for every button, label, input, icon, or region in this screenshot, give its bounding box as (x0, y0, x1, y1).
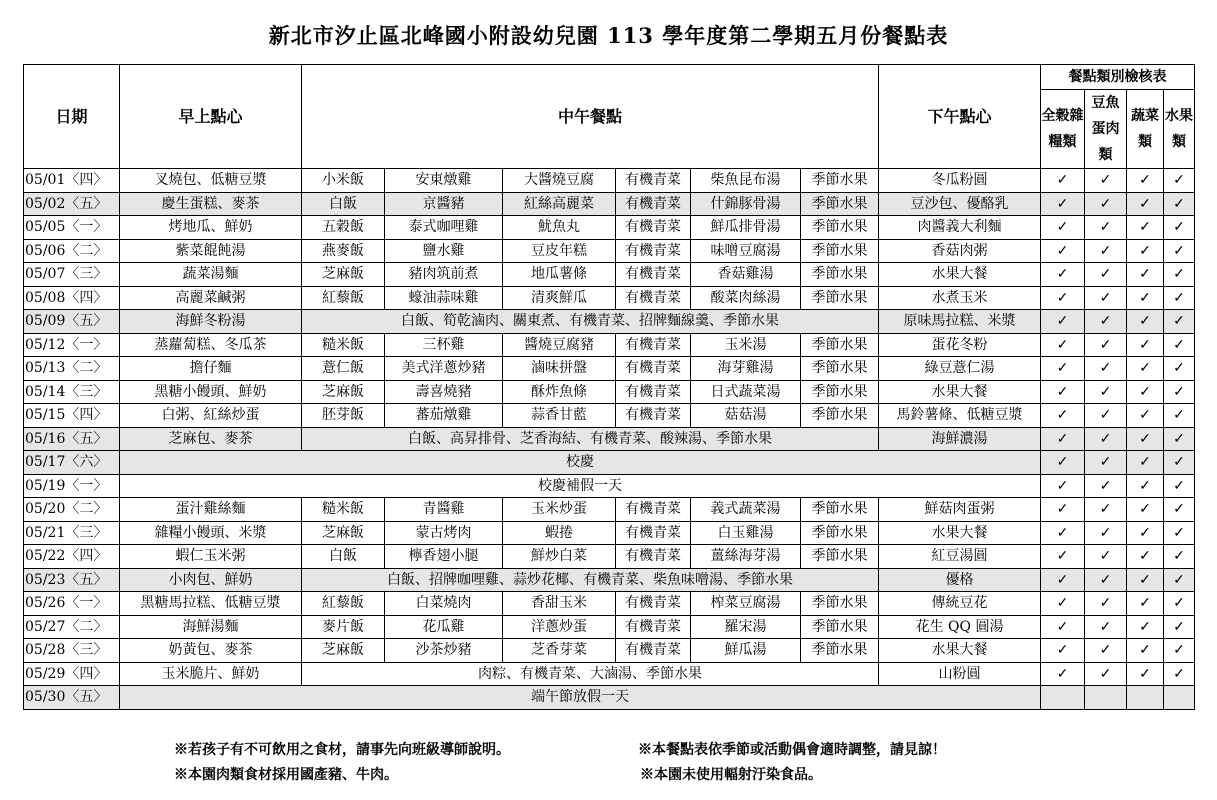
date-cell: 05/27〈二〉 (24, 615, 120, 639)
date-cell: 05/15〈四〉 (24, 404, 120, 428)
lunch-staple-cell: 糙米飯 (302, 333, 385, 357)
check-cell: ✓ (1041, 169, 1085, 193)
table-row (24, 310, 1195, 334)
morning-snack-cell: 黑糖小饅頭、鮮奶 (120, 380, 302, 404)
check-cell: ✓ (1127, 451, 1164, 475)
table-row (24, 357, 1195, 381)
lunch-side-cell: 鮮炒白菜 (503, 545, 616, 569)
table-row (24, 615, 1195, 639)
lunch-fruit-cell: 季節水果 (801, 263, 879, 287)
lunch-fruit-cell: 季節水果 (801, 521, 879, 545)
morning-snack-cell: 小肉包、鮮奶 (120, 568, 302, 592)
date-cell: 05/16〈五〉 (24, 427, 120, 451)
afternoon-snack-cell: 山粉圓 (879, 662, 1041, 686)
lunch-side-cell: 酥炸魚條 (503, 380, 616, 404)
lunch-staple-cell: 燕麥飯 (302, 239, 385, 263)
check-cell: ✓ (1164, 310, 1195, 334)
check-cell: ✓ (1041, 568, 1085, 592)
afternoon-snack-cell: 優格 (879, 568, 1041, 592)
check-cell: ✓ (1127, 239, 1164, 263)
date-cell: 05/21〈三〉 (24, 521, 120, 545)
table-row (24, 380, 1195, 404)
lunch-fruit-cell: 季節水果 (801, 592, 879, 616)
lunch-staple-cell: 芝麻飯 (302, 263, 385, 287)
lunch-side-cell: 地瓜薯條 (503, 263, 616, 287)
date-cell: 05/28〈三〉 (24, 639, 120, 663)
check-cell: ✓ (1085, 333, 1127, 357)
lunch-side-cell: 魷魚丸 (503, 216, 616, 240)
check-cell: ✓ (1085, 545, 1127, 569)
note-adjust: ※本餐點表依季節或活動偶會適時調整，請見諒！ (638, 742, 946, 758)
check-cell: ✓ (1164, 451, 1195, 475)
check-cell: ✓ (1085, 310, 1127, 334)
check-cell: ✓ (1041, 498, 1085, 522)
table-row (24, 216, 1195, 240)
lunch-merged-cell: 白飯、筍乾滷肉、關東煮、有機青菜、招牌麵線羹、季節水果 (302, 310, 879, 334)
table-row (24, 498, 1195, 522)
lunch-staple-cell: 薏仁飯 (302, 357, 385, 381)
check-cell: ✓ (1085, 192, 1127, 216)
afternoon-snack-cell: 馬鈴薯條、低糖豆漿 (879, 404, 1041, 428)
lunch-main-cell: 檸香翅小腿 (385, 545, 503, 569)
check-cell: ✓ (1085, 239, 1127, 263)
table-row (24, 662, 1195, 686)
check-cell: ✓ (1041, 357, 1085, 381)
lunch-soup-cell: 菇菇湯 (691, 404, 801, 428)
check-cell: ✓ (1041, 192, 1085, 216)
check-cell: ✓ (1085, 169, 1127, 193)
table-row (24, 474, 1195, 498)
check-cell: ✓ (1164, 263, 1195, 287)
afternoon-snack-cell: 海鮮濃湯 (879, 427, 1041, 451)
lunch-fruit-cell: 季節水果 (801, 545, 879, 569)
menu-body (24, 169, 1195, 710)
check-cell: ✓ (1041, 545, 1085, 569)
check-cell: ✓ (1164, 615, 1195, 639)
table-row (24, 592, 1195, 616)
date-cell: 05/19〈一〉 (24, 474, 120, 498)
morning-snack-cell: 海鮮湯麵 (120, 615, 302, 639)
check-cell: ✓ (1164, 192, 1195, 216)
check-cell: ✓ (1085, 427, 1127, 451)
check-cell: ✓ (1085, 639, 1127, 663)
afternoon-snack-cell: 原味馬拉糕、米漿 (879, 310, 1041, 334)
lunch-fruit-cell: 季節水果 (801, 357, 879, 381)
lunch-side-cell: 洋蔥炒蛋 (503, 615, 616, 639)
lunch-main-cell: 蠔油蒜味雞 (385, 286, 503, 310)
lunch-soup-cell: 白玉雞湯 (691, 521, 801, 545)
lunch-soup-cell: 日式蔬菜湯 (691, 380, 801, 404)
morning-snack-cell: 雜糧小饅頭、米漿 (120, 521, 302, 545)
check-cell: ✓ (1164, 639, 1195, 663)
lunch-soup-cell: 味噌豆腐湯 (691, 239, 801, 263)
check-cell: ✓ (1085, 404, 1127, 428)
morning-snack-cell: 奶黃包、麥茶 (120, 639, 302, 663)
check-cell: ✓ (1127, 521, 1164, 545)
check-cell: ✓ (1127, 333, 1164, 357)
check-cell: ✓ (1127, 498, 1164, 522)
morning-snack-cell: 玉米脆片、鮮奶 (120, 662, 302, 686)
table-row (24, 239, 1195, 263)
lunch-main-cell: 安東燉雞 (385, 169, 503, 193)
afternoon-snack-header: 下午點心 (879, 65, 1041, 169)
lunch-fruit-cell: 季節水果 (801, 239, 879, 263)
lunch-side-cell: 清爽鮮瓜 (503, 286, 616, 310)
check-cell: ✓ (1127, 474, 1164, 498)
lunch-side-cell: 蝦捲 (503, 521, 616, 545)
check-table-header: 餐點類別檢核表 (1041, 65, 1195, 90)
check-cell: ✓ (1041, 239, 1085, 263)
lunch-fruit-cell: 季節水果 (801, 380, 879, 404)
merged-cell: 校慶補假一天 (120, 474, 1041, 498)
morning-snack-cell: 蔬菜湯麵 (120, 263, 302, 287)
afternoon-snack-cell: 鮮菇肉蛋粥 (879, 498, 1041, 522)
check-cell: ✓ (1164, 498, 1195, 522)
check-cell: ✓ (1085, 592, 1127, 616)
table-row (24, 545, 1195, 569)
table-row (24, 192, 1195, 216)
lunch-vegetable-cell: 有機青菜 (616, 357, 691, 381)
check-cell: ✓ (1127, 615, 1164, 639)
date-cell: 05/30〈五〉 (24, 686, 120, 710)
morning-snack-cell: 芝麻包、麥茶 (120, 427, 302, 451)
afternoon-snack-cell: 綠豆薏仁湯 (879, 357, 1041, 381)
lunch-soup-cell: 酸菜肉絲湯 (691, 286, 801, 310)
lunch-staple-cell: 紅藜飯 (302, 286, 385, 310)
lunch-vegetable-cell: 有機青菜 (616, 615, 691, 639)
table-row (24, 286, 1195, 310)
date-cell: 05/23〈五〉 (24, 568, 120, 592)
lunch-vegetable-cell: 有機青菜 (616, 239, 691, 263)
lunch-fruit-cell: 季節水果 (801, 169, 879, 193)
check-cell: ✓ (1164, 427, 1195, 451)
lunch-vegetable-cell: 有機青菜 (616, 498, 691, 522)
table-row (24, 263, 1195, 287)
lunch-soup-cell: 薑絲海芽湯 (691, 545, 801, 569)
date-cell: 05/01〈四〉 (24, 169, 120, 193)
check-cell: ✓ (1085, 568, 1127, 592)
check-cell: ✓ (1164, 380, 1195, 404)
check-cell: ✓ (1127, 169, 1164, 193)
lunch-side-cell: 芝香芽菜 (503, 639, 616, 663)
lunch-main-cell: 沙茶炒豬 (385, 639, 503, 663)
lunch-header: 中午餐點 (302, 65, 879, 169)
lunch-vegetable-cell: 有機青菜 (616, 263, 691, 287)
table-row (24, 169, 1195, 193)
check-cell: ✓ (1164, 474, 1195, 498)
lunch-vegetable-cell: 有機青菜 (616, 545, 691, 569)
check-cell: ✓ (1164, 521, 1195, 545)
merged-cell: 校慶 (120, 451, 1041, 475)
date-cell: 05/20〈二〉 (24, 498, 120, 522)
check-cell: ✓ (1085, 474, 1127, 498)
afternoon-snack-cell: 水果大餐 (879, 639, 1041, 663)
check-cell: ✓ (1164, 357, 1195, 381)
lunch-main-cell: 京醬豬 (385, 192, 503, 216)
morning-snack-cell: 黑糖馬拉糕、低糖豆漿 (120, 592, 302, 616)
lunch-side-cell: 香甜玉米 (503, 592, 616, 616)
lunch-main-cell: 青醬雞 (385, 498, 503, 522)
lunch-fruit-cell: 季節水果 (801, 404, 879, 428)
lunch-vegetable-cell: 有機青菜 (616, 169, 691, 193)
check-protein-header: 豆魚蛋肉類 (1085, 90, 1127, 169)
afternoon-snack-cell: 水果大餐 (879, 263, 1041, 287)
lunch-fruit-cell: 季節水果 (801, 216, 879, 240)
check-cell: ✓ (1041, 474, 1085, 498)
lunch-staple-cell: 芝麻飯 (302, 380, 385, 404)
check-cell (1085, 686, 1127, 710)
lunch-soup-cell: 什錦豚骨湯 (691, 192, 801, 216)
check-cell (1164, 686, 1195, 710)
check-cell: ✓ (1127, 404, 1164, 428)
date-cell: 05/05〈一〉 (24, 216, 120, 240)
check-cell: ✓ (1041, 380, 1085, 404)
check-cell: ✓ (1127, 427, 1164, 451)
lunch-vegetable-cell: 有機青菜 (616, 192, 691, 216)
lunch-main-cell: 泰式咖哩雞 (385, 216, 503, 240)
date-cell: 05/29〈四〉 (24, 662, 120, 686)
check-cell: ✓ (1085, 521, 1127, 545)
lunch-main-cell: 蒙古烤肉 (385, 521, 503, 545)
check-cell: ✓ (1127, 216, 1164, 240)
check-cell: ✓ (1085, 380, 1127, 404)
lunch-soup-cell: 榨菜豆腐湯 (691, 592, 801, 616)
lunch-staple-cell: 芝麻飯 (302, 521, 385, 545)
morning-snack-cell: 白粥、紅絲炒蛋 (120, 404, 302, 428)
afternoon-snack-cell: 水果大餐 (879, 521, 1041, 545)
lunch-staple-cell: 麥片飯 (302, 615, 385, 639)
date-cell: 05/14〈三〉 (24, 380, 120, 404)
date-cell: 05/13〈二〉 (24, 357, 120, 381)
lunch-soup-cell: 義式蔬菜湯 (691, 498, 801, 522)
lunch-side-cell: 滷味拼盤 (503, 357, 616, 381)
morning-snack-cell: 烤地瓜、鮮奶 (120, 216, 302, 240)
check-cell: ✓ (1164, 545, 1195, 569)
lunch-staple-cell: 小米飯 (302, 169, 385, 193)
morning-snack-cell: 高麗菜鹹粥 (120, 286, 302, 310)
lunch-side-cell: 蒜香甘藍 (503, 404, 616, 428)
lunch-staple-cell: 白飯 (302, 545, 385, 569)
check-cell: ✓ (1127, 592, 1164, 616)
afternoon-snack-cell: 水煮玉米 (879, 286, 1041, 310)
table-row (24, 568, 1195, 592)
check-cell: ✓ (1127, 380, 1164, 404)
date-cell: 05/09〈五〉 (24, 310, 120, 334)
menu-table (23, 64, 1195, 710)
table-row (24, 333, 1195, 357)
date-cell: 05/22〈四〉 (24, 545, 120, 569)
lunch-fruit-cell: 季節水果 (801, 498, 879, 522)
table-row (24, 521, 1195, 545)
lunch-main-cell: 豬肉筑前煮 (385, 263, 503, 287)
lunch-staple-cell: 紅藜飯 (302, 592, 385, 616)
check-cell: ✓ (1041, 521, 1085, 545)
morning-snack-cell: 擔仔麵 (120, 357, 302, 381)
check-cell: ✓ (1041, 451, 1085, 475)
lunch-staple-cell: 白飯 (302, 192, 385, 216)
check-cell: ✓ (1164, 592, 1195, 616)
date-cell: 05/02〈五〉 (24, 192, 120, 216)
note-meat-origin: ※本園肉類食材採用國產豬、牛肉。 (174, 767, 398, 783)
check-cell: ✓ (1164, 169, 1195, 193)
check-cell: ✓ (1164, 404, 1195, 428)
lunch-side-cell: 醬燒豆腐豬 (503, 333, 616, 357)
check-cell: ✓ (1164, 333, 1195, 357)
lunch-soup-cell: 鮮瓜排骨湯 (691, 216, 801, 240)
lunch-fruit-cell: 季節水果 (801, 615, 879, 639)
check-cell: ✓ (1085, 662, 1127, 686)
check-cell: ✓ (1085, 286, 1127, 310)
table-row (24, 686, 1195, 710)
lunch-staple-cell: 胚芽飯 (302, 404, 385, 428)
check-cell: ✓ (1041, 310, 1085, 334)
note-allergy: ※若孩子有不可飲用之食材，請事先向班級導師說明。 (174, 742, 510, 758)
table-row (24, 639, 1195, 663)
check-cell (1041, 686, 1085, 710)
check-cell: ✓ (1127, 357, 1164, 381)
date-cell: 05/07〈三〉 (24, 263, 120, 287)
date-cell: 05/17〈六〉 (24, 451, 120, 475)
check-cell: ✓ (1041, 427, 1085, 451)
check-cell: ✓ (1164, 662, 1195, 686)
lunch-soup-cell: 香菇雞湯 (691, 263, 801, 287)
check-fruit-header: 水果類 (1164, 90, 1195, 169)
morning-snack-cell: 蛋汁雞絲麵 (120, 498, 302, 522)
check-cell: ✓ (1127, 192, 1164, 216)
date-cell: 05/06〈二〉 (24, 239, 120, 263)
date-cell: 05/12〈一〉 (24, 333, 120, 357)
date-cell: 05/08〈四〉 (24, 286, 120, 310)
lunch-vegetable-cell: 有機青菜 (616, 333, 691, 357)
lunch-main-cell: 壽喜燒豬 (385, 380, 503, 404)
check-cell: ✓ (1041, 639, 1085, 663)
check-cell: ✓ (1041, 286, 1085, 310)
lunch-side-cell: 玉米炒蛋 (503, 498, 616, 522)
morning-snack-cell: 蝦仁玉米粥 (120, 545, 302, 569)
lunch-main-cell: 蕃茄燉雞 (385, 404, 503, 428)
lunch-vegetable-cell: 有機青菜 (616, 286, 691, 310)
check-cell: ✓ (1041, 333, 1085, 357)
lunch-main-cell: 白菜燒肉 (385, 592, 503, 616)
check-cell: ✓ (1127, 639, 1164, 663)
lunch-vegetable-cell: 有機青菜 (616, 380, 691, 404)
lunch-merged-cell: 白飯、高昇排骨、芝香海結、有機青菜、酸辣湯、季節水果 (302, 427, 879, 451)
check-cell: ✓ (1164, 568, 1195, 592)
lunch-vegetable-cell: 有機青菜 (616, 521, 691, 545)
check-cell: ✓ (1127, 662, 1164, 686)
date-header: 日期 (24, 65, 120, 169)
lunch-vegetable-cell: 有機青菜 (616, 216, 691, 240)
morning-snack-cell: 紫菜餛飩湯 (120, 239, 302, 263)
check-cell: ✓ (1085, 498, 1127, 522)
merged-cell: 端午節放假一天 (120, 686, 1041, 710)
page-title: 新北市汐止區北峰國小附設幼兒園 113 學年度第二學期五月份餐點表 (268, 23, 949, 48)
check-cell: ✓ (1085, 451, 1127, 475)
check-cell: ✓ (1041, 615, 1085, 639)
lunch-soup-cell: 鮮瓜湯 (691, 639, 801, 663)
check-grains-header: 全穀雜糧類 (1041, 90, 1085, 169)
lunch-main-cell: 美式洋蔥炒豬 (385, 357, 503, 381)
check-cell: ✓ (1085, 216, 1127, 240)
note-radiation: ※本園未使用輻射汙染食品。 (640, 767, 822, 783)
check-cell: ✓ (1164, 286, 1195, 310)
morning-snack-cell: 叉燒包、低糖豆漿 (120, 169, 302, 193)
check-cell: ✓ (1164, 216, 1195, 240)
morning-snack-cell: 慶生蛋糕、麥茶 (120, 192, 302, 216)
lunch-soup-cell: 海芽雞湯 (691, 357, 801, 381)
lunch-staple-cell: 五穀飯 (302, 216, 385, 240)
table-row (24, 427, 1195, 451)
afternoon-snack-cell: 花生 QQ 圓湯 (879, 615, 1041, 639)
afternoon-snack-cell: 水果大餐 (879, 380, 1041, 404)
lunch-staple-cell: 糙米飯 (302, 498, 385, 522)
lunch-merged-cell: 肉粽、有機青菜、大滷湯、季節水果 (302, 662, 879, 686)
morning-snack-header: 早上點心 (120, 65, 302, 169)
lunch-main-cell: 鹽水雞 (385, 239, 503, 263)
lunch-side-cell: 紅絲高麗菜 (503, 192, 616, 216)
check-cell: ✓ (1041, 404, 1085, 428)
lunch-vegetable-cell: 有機青菜 (616, 404, 691, 428)
lunch-fruit-cell: 季節水果 (801, 286, 879, 310)
lunch-vegetable-cell: 有機青菜 (616, 639, 691, 663)
lunch-side-cell: 大醬燒豆腐 (503, 169, 616, 193)
check-cell: ✓ (1041, 592, 1085, 616)
lunch-soup-cell: 玉米湯 (691, 333, 801, 357)
morning-snack-cell: 海鮮冬粉湯 (120, 310, 302, 334)
lunch-main-cell: 三杯雞 (385, 333, 503, 357)
check-cell: ✓ (1085, 357, 1127, 381)
lunch-soup-cell: 柴魚昆布湯 (691, 169, 801, 193)
check-cell: ✓ (1164, 239, 1195, 263)
afternoon-snack-cell: 傳統豆花 (879, 592, 1041, 616)
check-cell: ✓ (1041, 662, 1085, 686)
afternoon-snack-cell: 蛋花冬粉 (879, 333, 1041, 357)
date-cell: 05/26〈一〉 (24, 592, 120, 616)
check-cell: ✓ (1041, 216, 1085, 240)
check-cell: ✓ (1127, 545, 1164, 569)
check-vegetable-header: 蔬菜類 (1127, 90, 1164, 169)
check-cell: ✓ (1085, 615, 1127, 639)
afternoon-snack-cell: 紅豆湯圓 (879, 545, 1041, 569)
lunch-fruit-cell: 季節水果 (801, 192, 879, 216)
check-cell (1127, 686, 1164, 710)
lunch-staple-cell: 芝麻飯 (302, 639, 385, 663)
afternoon-snack-cell: 豆沙包、優酪乳 (879, 192, 1041, 216)
lunch-vegetable-cell: 有機青菜 (616, 592, 691, 616)
lunch-merged-cell: 白飯、招牌咖哩雞、蒜炒花椰、有機青菜、柴魚味噌湯、季節水果 (302, 568, 879, 592)
check-cell: ✓ (1127, 286, 1164, 310)
lunch-fruit-cell: 季節水果 (801, 333, 879, 357)
check-cell: ✓ (1127, 263, 1164, 287)
check-cell: ✓ (1127, 568, 1164, 592)
morning-snack-cell: 蒸蘿蔔糕、冬瓜茶 (120, 333, 302, 357)
lunch-fruit-cell: 季節水果 (801, 639, 879, 663)
check-cell: ✓ (1041, 263, 1085, 287)
lunch-main-cell: 花瓜雞 (385, 615, 503, 639)
check-cell: ✓ (1127, 310, 1164, 334)
afternoon-snack-cell: 肉醬義大利麵 (879, 216, 1041, 240)
lunch-side-cell: 豆皮年糕 (503, 239, 616, 263)
lunch-soup-cell: 羅宋湯 (691, 615, 801, 639)
check-cell: ✓ (1085, 263, 1127, 287)
table-row (24, 451, 1195, 475)
afternoon-snack-cell: 香菇肉粥 (879, 239, 1041, 263)
afternoon-snack-cell: 冬瓜粉圓 (879, 169, 1041, 193)
table-row (24, 404, 1195, 428)
